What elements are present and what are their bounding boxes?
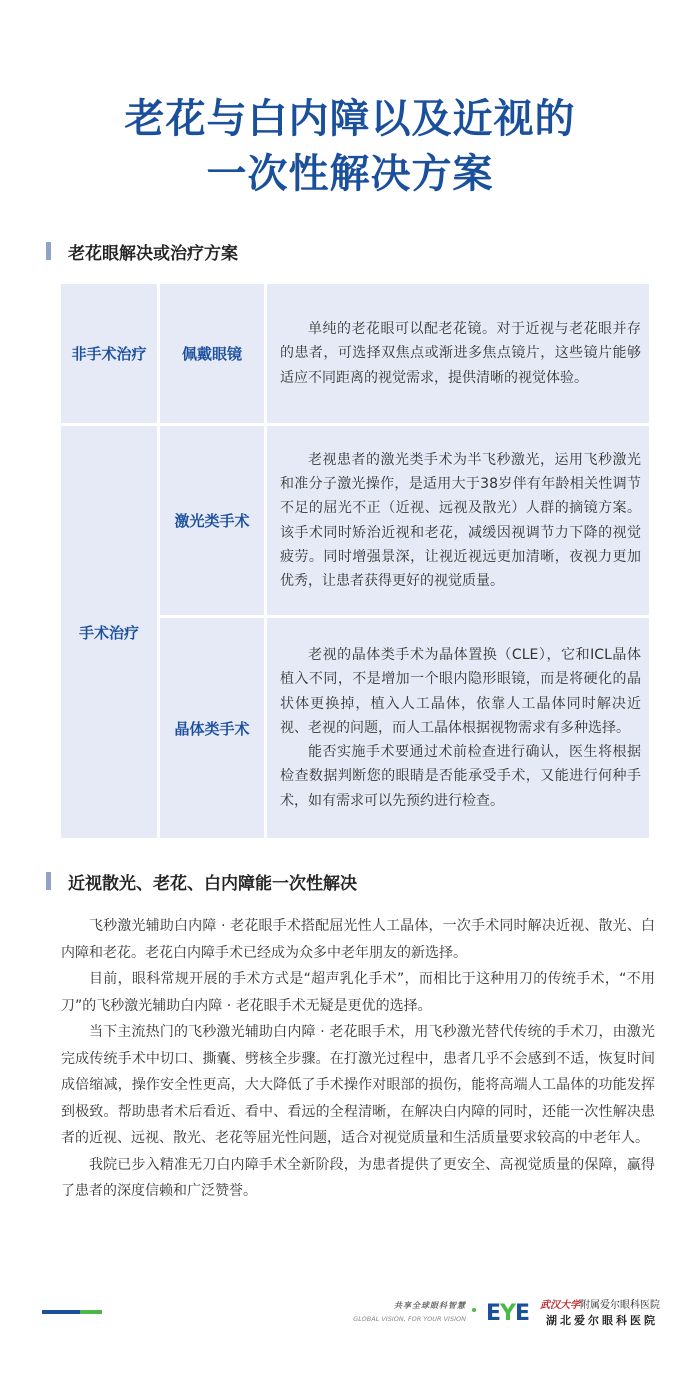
page-title-line1: 老花与白内障以及近视的 bbox=[124, 96, 576, 142]
section1-heading-text: 老花眼解决或治疗方案 bbox=[68, 243, 238, 264]
footer-accent-green bbox=[80, 1310, 102, 1314]
section2-body bbox=[61, 913, 655, 1205]
desc-glasses-text: 单纯的老花眼可以配老花镜。对于近视与老花眼并存的患者，可选择双焦点或渐进多焦点镜片，这些镜片能够适应不同距离的视觉需求，提供清晰的视觉体验。 bbox=[280, 321, 641, 386]
desc-laser bbox=[267, 426, 649, 615]
university-name: 武汉大学 bbox=[540, 1300, 580, 1311]
paragraph: 我院已步入精准无刀白内障手术全新阶段，为患者提供了更安全、高视觉质量的保障，赢得了患者的深度信赖和广泛赞誉。 bbox=[61, 1156, 655, 1199]
footer-slogan-en: GLOBAL VISION, FOR YOUR VISION bbox=[353, 1315, 466, 1323]
page-title-line2: 一次性解决方案 bbox=[206, 151, 494, 197]
desc-lens-text-1: 老视的晶体类手术为晶体置换（CLE），它和ICL晶体植入不同，不是增加一个眼内隐形眼镜，而是将硬化的晶状体更换掉，植入人工晶体，依靠人工晶体同时解决近视、老视的问题，而人工晶体根据视物需求有多种选择。 bbox=[280, 647, 641, 736]
hospital-name-line1 bbox=[540, 1300, 660, 1312]
section2-heading-text: 近视散光、老花、白内障能一次性解决 bbox=[68, 873, 357, 894]
section-marker bbox=[46, 242, 51, 260]
desc-laser-text: 老视患者的激光类手术为半飞秒激光，运用飞秒激光和准分子激光操作，是适用大于38岁伴有年龄相关性调节不足的屈光不正（近视、远视及散光）人群的摘镜方案。该手术同时矫治近视和老花，减缓因视调节力下降的视觉疲劳。同时增强景深，让视近视远更加清晰，夜视力更加优秀，让患者获得更好的视觉质量。 bbox=[280, 451, 641, 589]
affiliated-hospital-name: 附属爱尔眼科医院 bbox=[580, 1300, 660, 1311]
footer-accent-blue bbox=[42, 1310, 80, 1314]
desc-glasses bbox=[267, 284, 649, 423]
treatment-table bbox=[58, 281, 652, 841]
footer-slogan-cn: 共享全球眼科智慧 bbox=[394, 1301, 466, 1310]
desc-lens-text-2: 能否实施手术要通过术前检查进行确认，医生将根据检查数据判断您的眼睛是否能承受手术，又能进行何种手术，如有需求可以先预约进行检查。 bbox=[280, 744, 641, 809]
method-lens: 晶体类手术 bbox=[160, 618, 264, 838]
eye-logo bbox=[486, 1301, 529, 1327]
table-row-non-surgical bbox=[61, 284, 649, 423]
footer-dot bbox=[472, 1308, 476, 1312]
eye-logo-e2: E bbox=[514, 1301, 529, 1326]
eye-logo-y: Y bbox=[500, 1301, 515, 1326]
section1-heading bbox=[46, 240, 238, 262]
category-non-surgical: 非手术治疗 bbox=[61, 284, 157, 423]
section-marker bbox=[46, 872, 51, 890]
eye-logo-e1: E bbox=[486, 1301, 501, 1326]
table-row-laser bbox=[61, 426, 649, 615]
page-title bbox=[0, 92, 700, 202]
category-surgical: 手术治疗 bbox=[61, 426, 157, 838]
hospital-name-line2: 湖北爱尔眼科医院 bbox=[546, 1314, 658, 1327]
paragraph: 目前，眼科常规开展的手术方式是“超声乳化手术”，而相比于这种用刀的传统手术，“不用刀”的飞秒激光辅助白内障 · 老花眼手术无疑是更优的选择。 bbox=[61, 971, 655, 1014]
desc-lens bbox=[267, 618, 649, 838]
paragraph: 飞秒激光辅助白内障 · 老花眼手术搭配屈光性人工晶体，一次手术同时解决近视、散光、白内障和老花。老花白内障手术已经成为众多中老年朋友的新选择。 bbox=[61, 918, 655, 961]
section2-heading bbox=[46, 870, 357, 892]
method-glasses: 佩戴眼镜 bbox=[160, 284, 264, 423]
paragraph: 当下主流热门的飞秒激光辅助白内障 · 老花眼手术，用飞秒激光替代传统的手术刀，由激光完成传统手术中切口、撕囊、劈核全步骤。在打激光过程中，患者几乎不会感到不适，恢复时间成倍缩减，操作安全性更高，大大降低了手术操作对眼部的损伤，能将高端人工晶体的功能发挥到极致。帮助患者术后看近、看中、看远的全程清晰，在解决白内障的同时，还能一次性解决患者的近视、远视、散光、老花等屈光性问题，适合对视觉质量和生活质量要求较高的中老年人。 bbox=[61, 1024, 655, 1146]
method-laser: 激光类手术 bbox=[160, 426, 264, 615]
